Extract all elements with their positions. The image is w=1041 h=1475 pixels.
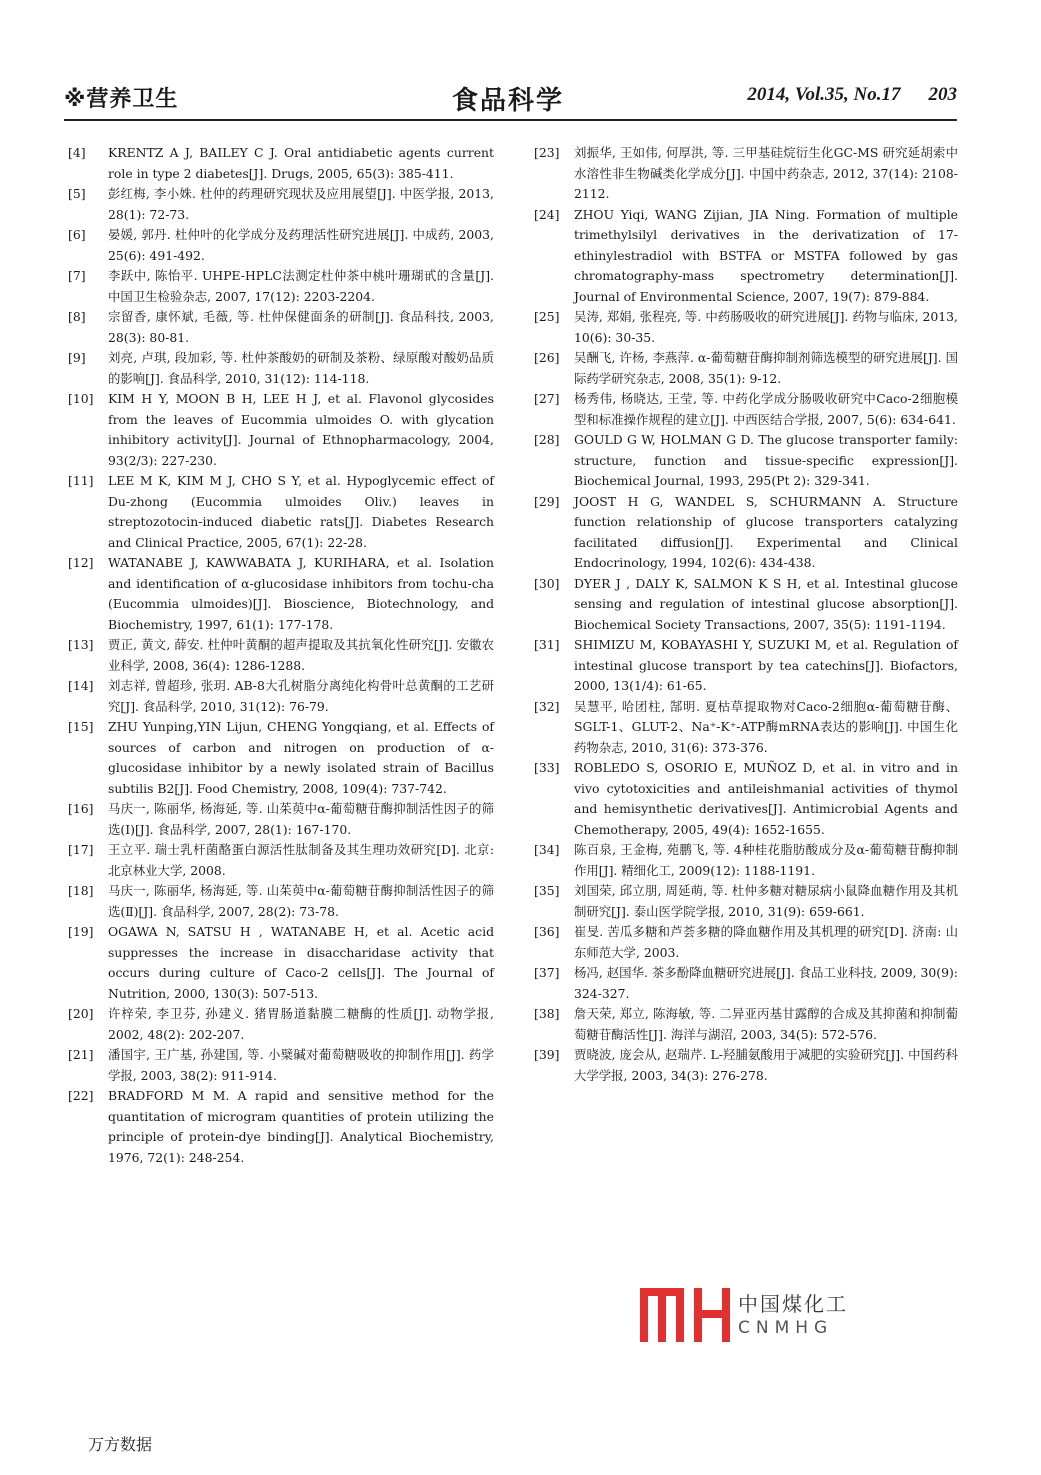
reference-item (534, 697, 958, 759)
reference-text: JOOST H G, WANDEL S, SCHURMANN A. Structure function relationship of glucose transporters catalyzing facilitated diffusion[J]. Experimental and Clinical Endocrinology, 1994, 102(6): 434-438. (574, 493, 958, 570)
reference-item (534, 840, 958, 881)
page-number: 203 (928, 84, 957, 105)
issue-citation: 2014, Vol.35, No.17 (747, 84, 901, 105)
cnmhg-logo-icon (640, 1284, 732, 1342)
reference-text: 刘亮, 卢琪, 段加彩, 等. 杜仲茶酸奶的研制及茶粉、绿原酸对酸奶品质的影响[J]. 食品科学, 2010, 31(12): 114-118. (108, 350, 494, 386)
reference-text: 崔旻. 苦瓜多糖和芦荟多糖的降血糖作用及其机理的研究[D]. 济南: 山东师范大学, 2003. (574, 924, 958, 960)
reference-text: 马庆一, 陈丽华, 杨海延, 等. 山茱萸中α-葡萄糖苷酶抑制活性因子的筛选(Ⅰ)[J]. 食品科学, 2007, 28(1): 167-170. (108, 801, 494, 837)
reference-item (68, 348, 494, 389)
reference-text: KIM H Y, MOON B H, LEE H J, et al. Flavonol glycosides from the leaves of Eucommia ulmoides O. with glycation inhibitory activity[J]. Journal of Ethnopharmacology, 2004, 93(2/3): 227-230. (108, 391, 494, 468)
header-rule (64, 119, 957, 121)
reference-text: ZHOU Yiqi, WANG Zijian, JIA Ning. Formation of multiple trimethylsilyl derivatives in the derivatization of 17-ethinylestradiol with BSTFA or MSTFA followed by gas chromatography-mass spectrometry determination[J]. Journal of Environmental Science, 2007, 19(7): 879-884. (574, 206, 958, 304)
reference-text: 杨冯, 赵国华. 茶多酚降血糖研究进展[J]. 食品工业科技, 2009, 30(9): 324-327. (574, 965, 958, 1001)
reference-number: [39] (534, 1047, 560, 1062)
reference-text: ROBLEDO S, OSORIO E, MUÑOZ D, et al. in vitro and in vivo cytotoxicities and antileishmanial activities of thymol and hemisynthetic derivatives[J]. Antimicrobial Agents and Chemotherapy, 2005, 49(4): 1652-1655. (574, 760, 958, 837)
reference-number: [33] (534, 760, 560, 775)
reference-number: [32] (534, 698, 560, 714)
reference-text: 詹天荣, 郑立, 陈海敏, 等. 二异亚丙基甘露醇的合成及其抑菌和抑制葡萄糖苷酶活性[J]. 海洋与湖沼, 2003, 34(5): 572-576. (574, 1006, 958, 1042)
reference-item (534, 758, 958, 840)
reference-number: [14] (68, 678, 94, 693)
reference-item (68, 1045, 494, 1086)
reference-item (68, 471, 494, 553)
reference-text: SHIMIZU M, KOBAYASHI Y, SUZUKI M, et al. Regulation of intestinal glucose transport by tea catechins[J]. Biofactors, 2000, 13(1/4): 61-65. (574, 637, 958, 693)
reference-item (534, 389, 958, 430)
reference-text: 彭红梅, 李小姝. 杜仲的药理研究现状及应用展望[J]. 中医学报, 2013, 28(1): 72-73. (108, 186, 494, 222)
reference-item (534, 881, 958, 922)
section-label: ※营养卫生 (64, 87, 179, 112)
reference-number: [8] (68, 309, 86, 324)
reference-text: GOULD G W, HOLMAN G D. The glucose transporter family: structure, function and tissue-specific expression[J]. Biochemical Journal, 1993, 295(Pt 2): 329-341. (574, 432, 958, 488)
reference-text: 宗留香, 康怀斌, 毛薇, 等. 杜仲保健面条的研制[J]. 食品科技, 2003, 28(3): 80-81. (108, 309, 494, 345)
reference-number: [29] (534, 493, 560, 509)
reference-number: [28] (534, 432, 560, 447)
reference-item (68, 840, 494, 881)
reference-number: [9] (68, 350, 86, 365)
reference-item (68, 717, 494, 799)
reference-item (68, 799, 494, 840)
reference-text: 刘国荣, 邱立朋, 周延萌, 等. 杜仲多糖对糖尿病小鼠降血糖作用及其机制研究[J]. 泰山医学院学报, 2010, 31(9): 659-661. (574, 883, 958, 919)
issue-info (747, 84, 957, 106)
reference-item (68, 389, 494, 471)
reference-number: [11] (68, 473, 94, 488)
reference-item (68, 1004, 494, 1045)
reference-item (68, 635, 494, 676)
reference-number: [37] (534, 965, 560, 980)
logo-name-en: CNMHG (738, 1318, 834, 1338)
reference-item (68, 553, 494, 635)
reference-item (534, 492, 958, 574)
reference-item (534, 430, 958, 492)
reference-text: 陈百泉, 王金梅, 苑鹏飞, 等. 4种桂花脂肪酸成分及α-葡萄糖苷酶抑制作用[J]. 精细化工, 2009(12): 1188-1191. (574, 842, 958, 878)
reference-text: LEE M K, KIM M J, CHO S Y, et al. Hypoglycemic effect of Du-zhong (Eucommia ulmoides Oliv.) leaves in streptozotocin-induced diabetic rats[J]. Diabetes Research and Clinical Practice, 2005, 67(1): 22-28. (108, 473, 494, 550)
reference-text: WATANABE J, KAWWABATA J, KURIHARA, et al. Isolation and identification of α-glucosidase inhibitors from tochu-cha (Eucommia ulmoides)[J]. Bioscience, Biotechnology, and Biochemistry, 1997, 61(1): 177-178. (108, 555, 494, 632)
reference-text: KRENTZ A J, BAILEY C J. Oral antidiabetic agents current role in type 2 diabetes[J]. Drugs, 2005, 65(3): 385-411. (108, 145, 494, 181)
reference-text: ZHU Yunping,YIN Lijun, CHENG Yongqiang, et al. Effects of sources of carbon and nitrogen on production of α-glucosidase inhibitor by a newly isolated strain of Bacillus subtilis B2[J]. Food Chemistry, 2008, 109(4): 737-742. (108, 719, 494, 796)
reference-number: [7] (68, 268, 86, 283)
reference-item (534, 307, 958, 348)
references-left-column (68, 143, 494, 1168)
reference-number: [30] (534, 575, 560, 591)
reference-item (534, 205, 958, 308)
reference-text: 许梓荣, 李卫芬, 孙建义. 猪胃肠道黏膜二糖酶的性质[J]. 动物学报, 2002, 48(2): 202-207. (108, 1006, 494, 1042)
reference-text: DYER J , DALY K, SALMON K S H, et al. Intestinal glucose sensing and regulation of intestinal glucose absorption[J]. Biochemical Society Transactions, 2007, 35(5): 1191-1194. (574, 575, 958, 632)
reference-number: [6] (68, 227, 86, 242)
reference-number: [4] (68, 145, 86, 160)
reference-number: [10] (68, 391, 94, 406)
reference-number: [15] (68, 719, 94, 734)
reference-item (68, 184, 494, 225)
reference-item (534, 922, 958, 963)
reference-number: [36] (534, 924, 560, 939)
footer-source: 万方数据 (88, 1435, 153, 1454)
reference-text: 吴慧平, 哈团柱, 郜明. 夏枯草提取物对Caco-2细胞α-葡萄糖苷酶、SGLT-1、GLUT-2、Na⁺-K⁺-ATP酶mRNA表达的影响[J]. 中国生化药物杂志, 2010, 31(6): 373-376. (574, 698, 958, 755)
reference-text: 潘国宇, 王广基, 孙建国, 等. 小檗碱对葡萄糖吸收的抑制作用[J]. 药学学报, 2003, 38(2): 911-914. (108, 1047, 494, 1083)
page-header (64, 80, 957, 114)
journal-title: 食品科学 (452, 86, 565, 116)
reference-number: [25] (534, 309, 560, 324)
reference-item (534, 963, 958, 1004)
reference-text: BRADFORD M M. A rapid and sensitive method for the quantitation of microgram quantities of protein utilizing the principle of protein-dye binding[J]. Analytical Biochemistry, 1976, 72(1): 248-254. (108, 1088, 494, 1165)
reference-number: [31] (534, 637, 560, 652)
reference-text: 杨秀伟, 杨晓达, 王莹, 等. 中药化学成分肠吸收研究中Caco-2细胞模型和标准操作规程的建立[J]. 中西医结合学报, 2007, 5(6): 634-641. (574, 391, 958, 427)
reference-number: [34] (534, 842, 560, 857)
reference-number: [26] (534, 350, 560, 365)
reference-number: [35] (534, 883, 560, 898)
reference-number: [5] (68, 186, 86, 201)
reference-number: [13] (68, 637, 94, 652)
reference-text: 吴涛, 郑娟, 张程亮, 等. 中药肠吸收的研究进展[J]. 药物与临床, 2013, 10(6): 30-35. (574, 309, 958, 345)
reference-item (534, 1004, 958, 1045)
reference-item (68, 266, 494, 307)
reference-number: [20] (68, 1006, 94, 1021)
reference-item (534, 348, 958, 389)
reference-number: [18] (68, 883, 94, 898)
reference-item (534, 1045, 958, 1086)
reference-text: 刘振华, 王如伟, 何厚洪, 等. 三甲基硅烷衍生化GC-MS 研究延胡索中水溶性非生物碱类化学成分[J]. 中国中药杂志, 2012, 37(14): 2108-2112. (574, 145, 958, 201)
reference-number: [23] (534, 145, 560, 160)
reference-text: 吴酬飞, 许杨, 李燕萍. α-葡萄糖苷酶抑制剂筛选模型的研究进展[J]. 国际药学研究杂志, 2008, 35(1): 9-12. (574, 350, 958, 386)
reference-item (68, 225, 494, 266)
reference-item (534, 635, 958, 697)
reference-text: 王立平. 瑞士乳杆菌酪蛋白源活性肽制备及其生理功效研究[D]. 北京: 北京林业大学, 2008. (108, 842, 494, 878)
reference-number: [21] (68, 1047, 94, 1062)
reference-number: [27] (534, 391, 560, 406)
reference-text: 李跃中, 陈怡平. UHPE-HPLC法测定杜仲茶中桃叶珊瑚甙的含量[J]. 中国卫生检验杂志, 2007, 17(12): 2203-2204. (108, 268, 494, 304)
reference-number: [16] (68, 801, 94, 816)
reference-item (68, 922, 494, 1004)
reference-item (68, 676, 494, 717)
reference-number: [17] (68, 842, 94, 857)
reference-text: 晏媛, 郭丹. 杜仲叶的化学成分及药理活性研究进展[J]. 中成药, 2003, 25(6): 491-492. (108, 227, 494, 263)
reference-text: OGAWA N, SATSU H , WATANABE H, et al. Acetic acid suppresses the increase in disaccharidase activity that occurs during culture of Caco-2 cells[J]. The Journal of Nutrition, 2000, 130(3): 507-513. (108, 924, 494, 1001)
reference-text: 贾正, 黄文, 薛安. 杜仲叶黄酮的超声提取及其抗氧化性研究[J]. 安徽农业科学, 2008, 36(4): 1286-1288. (108, 637, 494, 673)
references-right-column (534, 143, 958, 1086)
reference-number: [38] (534, 1006, 560, 1021)
reference-number: [12] (68, 555, 94, 570)
reference-text: 马庆一, 陈丽华, 杨海延, 等. 山茱萸中α-葡萄糖苷酶抑制活性因子的筛选(Ⅱ)[J]. 食品科学, 2007, 28(2): 73-78. (108, 883, 494, 919)
logo-name-cn: 中国煤化工 (738, 1292, 848, 1316)
reference-number: [22] (68, 1088, 94, 1103)
reference-text: 贾晓波, 庞会从, 赵瑞芹. L-羟脯氨酸用于减肥的实验研究[J]. 中国药科大学学报, 2003, 34(3): 276-278. (574, 1047, 958, 1083)
reference-item (534, 574, 958, 636)
reference-text: 刘志祥, 曾超珍, 张玥. AB-8大孔树脂分离纯化构骨叶总黄酮的工艺研究[J]. 食品科学, 2010, 31(12): 76-79. (108, 678, 494, 714)
reference-item (534, 143, 958, 205)
reference-item (68, 307, 494, 348)
cnmhg-logo (640, 1284, 850, 1344)
reference-item (68, 143, 494, 184)
reference-item (68, 881, 494, 922)
reference-number: [19] (68, 924, 94, 939)
reference-number: [24] (534, 206, 560, 222)
reference-item (68, 1086, 494, 1168)
